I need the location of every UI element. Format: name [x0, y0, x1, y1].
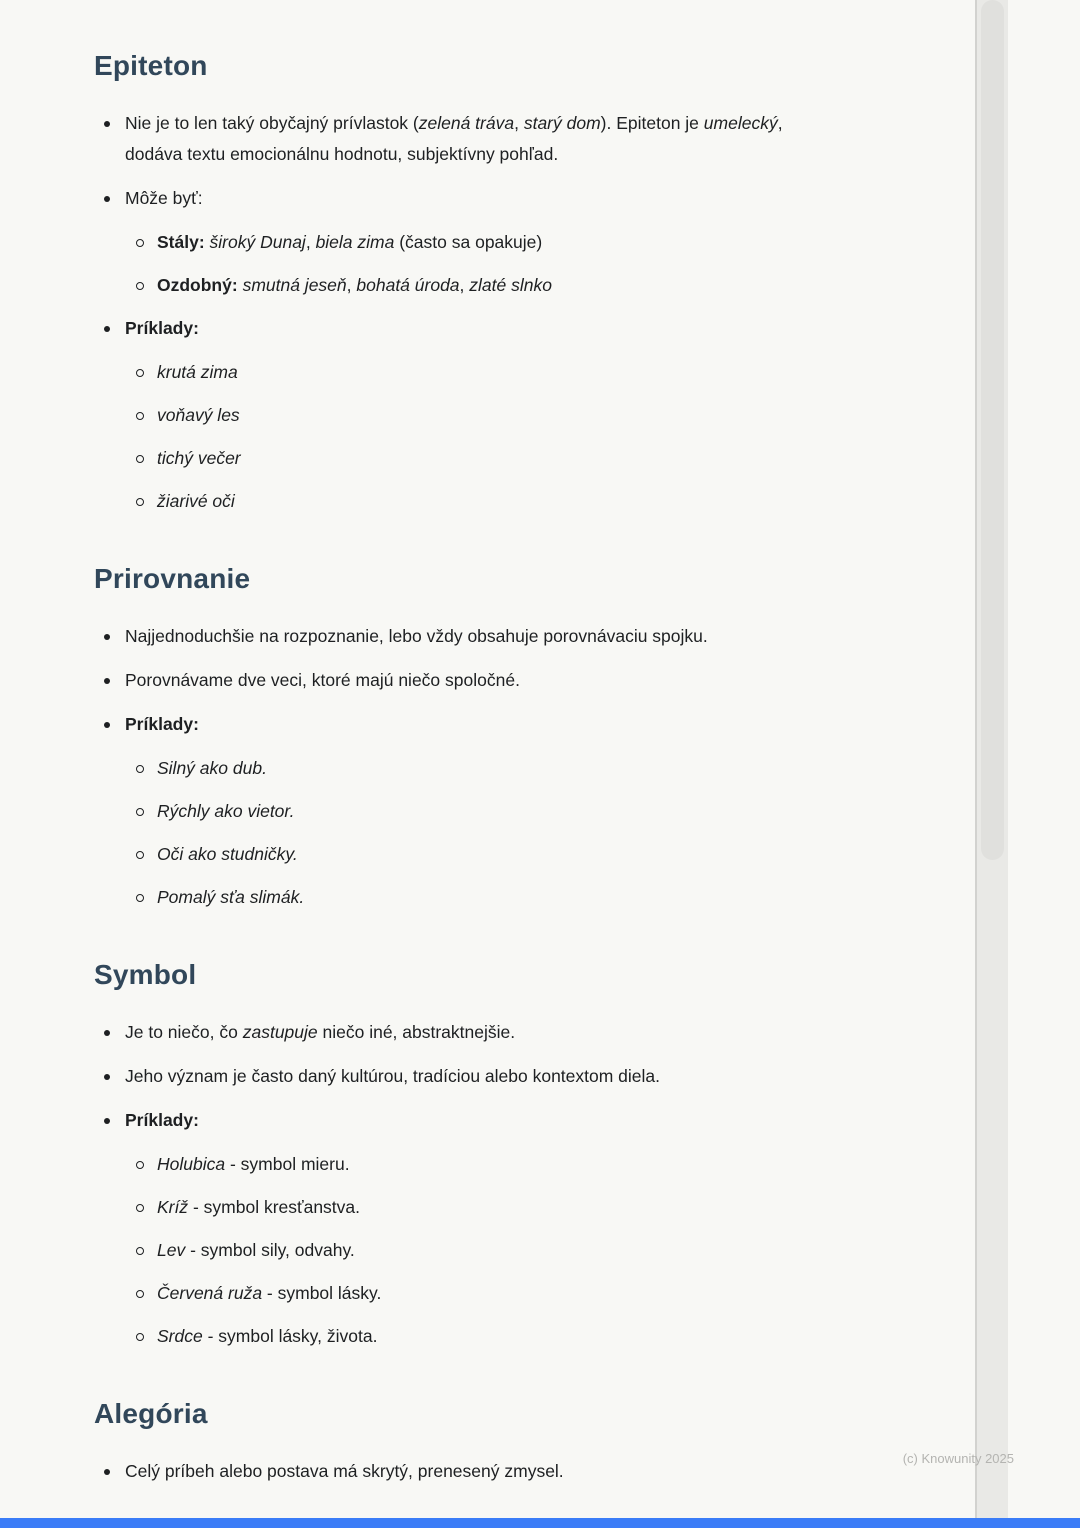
- list-item: [126, 1149, 818, 1180]
- section-title-alegoria: Alegória: [94, 1398, 208, 1429]
- bullet-circle-icon: [136, 412, 144, 420]
- list-item: [126, 1192, 818, 1223]
- list-item: [94, 1456, 818, 1487]
- list-item-text: Holubica - symbol mieru.: [157, 1154, 350, 1174]
- bullet-circle-icon: [136, 808, 144, 816]
- document-content: [94, 50, 818, 1500]
- list-item: [126, 357, 818, 388]
- bullet-circle-icon: [136, 455, 144, 463]
- list-item: [94, 1105, 818, 1136]
- list-item: [126, 796, 818, 827]
- bullet-disc-icon: [104, 634, 110, 640]
- list-item: [126, 839, 818, 870]
- list-item-text: voňavý les: [157, 405, 240, 425]
- bullet-disc-icon: [104, 1469, 110, 1475]
- scrollbar-track[interactable]: [975, 0, 1008, 1528]
- list-item: [94, 621, 818, 652]
- section-title-symbol: Symbol: [94, 959, 197, 990]
- list-item-text: Porovnávame dve veci, ktoré majú niečo spoločné.: [125, 670, 520, 690]
- bullet-disc-icon: [104, 678, 110, 684]
- list-item: [94, 313, 818, 344]
- list-item: [94, 1017, 818, 1048]
- list-item-text: Stály: široký Dunaj, biela zima (často sa opakuje): [157, 232, 543, 252]
- bullet-disc-icon: [104, 722, 110, 728]
- bullet-circle-icon: [136, 239, 144, 247]
- bullet-circle-icon: [136, 894, 144, 902]
- list-item-text: Je to niečo, čo zastupuje niečo iné, abstraktnejšie.: [125, 1022, 516, 1042]
- list-item-text: Srdce - symbol lásky, života.: [157, 1326, 378, 1346]
- list-item-text: Lev - symbol sily, odvahy.: [157, 1240, 355, 1260]
- bullet-circle-icon: [136, 1290, 144, 1298]
- bullet-circle-icon: [136, 1161, 144, 1169]
- bullet-circle-icon: [136, 765, 144, 773]
- list-item-text: Oči ako studničky.: [157, 844, 298, 864]
- list-item: [94, 183, 818, 214]
- list-item-text: Rýchly ako vietor.: [157, 801, 295, 821]
- list-item-text: Najjednoduchšie na rozpoznanie, lebo vždy obsahuje porovnávaciu spojku.: [125, 626, 708, 646]
- list-item-text: Kríž - symbol kresťanstva.: [157, 1197, 361, 1217]
- list-item-text: Môže byť:: [125, 188, 203, 208]
- list-item: [94, 108, 818, 170]
- bullet-circle-icon: [136, 1333, 144, 1341]
- list-item-text: tichý večer: [157, 448, 241, 468]
- section-title-prirovnanie: Prirovnanie: [94, 563, 251, 594]
- bullet-disc-icon: [104, 1030, 110, 1036]
- list-item-text: žiarivé oči: [157, 491, 235, 511]
- copyright-footer: (c) Knowunity 2025: [902, 1451, 1014, 1466]
- list-item-text: Ozdobný: smutná jeseň, bohatá úroda, zlaté slnko: [157, 275, 552, 295]
- scrollbar-thumb[interactable]: [981, 0, 1004, 860]
- bottom-accent-bar: [0, 1518, 1080, 1528]
- list-item: [126, 400, 818, 431]
- list-item: [126, 1235, 818, 1266]
- list-item: [126, 1321, 818, 1352]
- bullet-circle-icon: [136, 369, 144, 377]
- bullet-disc-icon: [104, 1118, 110, 1124]
- list-item-text: krutá zima: [157, 362, 238, 382]
- list-item-text: Jeho význam je často daný kultúrou, tradíciou alebo kontextom diela.: [125, 1066, 661, 1086]
- bullet-circle-icon: [136, 1204, 144, 1212]
- list-item-text: Príklady:: [125, 1110, 199, 1130]
- list-item-text: Príklady:: [125, 714, 199, 734]
- bullet-circle-icon: [136, 498, 144, 506]
- list-item: [126, 227, 818, 258]
- list-item: [126, 882, 818, 913]
- list-item: [126, 753, 818, 784]
- list-item-text: Príklady:: [125, 318, 199, 338]
- bullet-disc-icon: [104, 196, 110, 202]
- list-item: [94, 665, 818, 696]
- list-item-text: Silný ako dub.: [157, 758, 267, 778]
- bullet-disc-icon: [104, 121, 110, 127]
- list-item: [126, 270, 818, 301]
- list-item-text: Pomalý sťa slimák.: [157, 887, 305, 907]
- bullet-circle-icon: [136, 1247, 144, 1255]
- list-item-text: Nie je to len taký obyčajný prívlastok (zelená tráva, starý dom). Epiteton je umelecký, dodáva textu emocionálnu hodnotu, subjektívny pohľad.: [125, 113, 783, 164]
- bullet-circle-icon: [136, 282, 144, 290]
- list-item-text: Červená ruža - symbol lásky.: [157, 1283, 382, 1303]
- list-item: [126, 486, 818, 517]
- list-item: [94, 1061, 818, 1092]
- list-item: [94, 709, 818, 740]
- bullet-disc-icon: [104, 326, 110, 332]
- list-item: [126, 443, 818, 474]
- bullet-circle-icon: [136, 851, 144, 859]
- list-item: [126, 1278, 818, 1309]
- section-title-epiteton: Epiteton: [94, 50, 208, 81]
- bullet-disc-icon: [104, 1074, 110, 1080]
- list-item-text: Celý príbeh alebo postava má skrytý, prenesený zmysel.: [125, 1461, 564, 1481]
